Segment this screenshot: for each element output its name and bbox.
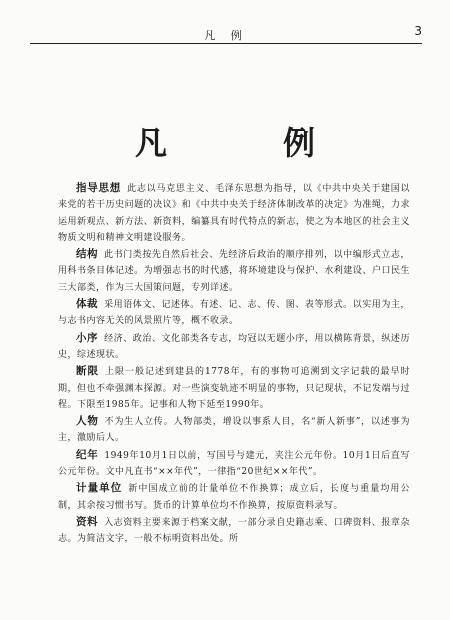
section-preface	[58, 330, 410, 364]
section-structure	[58, 246, 410, 296]
section-guiding-principle	[58, 180, 410, 246]
section-dating	[58, 447, 410, 481]
page-number: 3	[414, 24, 422, 38]
section-text: 此志以马克思主义、毛泽东思想为指导，以《中共中央关于建国以来党的若干历史问题的决议》和《中共中央关于经济体制改革的决定》为准绳，力求运用新观点、新方法、新资料，编纂具有时代特点的新志，使之为本地区的社会主义物质文明和精神文明建设服务。	[58, 184, 410, 243]
section-term: 纪年	[76, 448, 99, 461]
body-text	[58, 180, 410, 548]
section-sources	[58, 514, 410, 548]
running-header	[30, 22, 422, 42]
section-term: 体裁	[76, 298, 99, 311]
section-text: 经济、政治、文化部类各专志，均冠以无题小序，用以横陈背景，纵述历史，综述现状。	[58, 333, 410, 360]
section-text: 采用语体文、记述体。有述、记、志、传、图、表等形式。以实用为主，与志书内容无关的风景照片等，概不收录。	[58, 300, 410, 327]
section-text: 新中国成立前的计量单位不作换算；成立后，长度与重量均用公制，其余按习惯书写。货币的计算单位均不作换算，按原资料录写。	[58, 484, 410, 511]
section-style	[58, 296, 410, 330]
running-title: 凡 例	[204, 29, 248, 42]
section-text: 入志资料主要来源于档案文献，一部分录自史籍志乘、口碑资料、报章杂志。为简洁文字，一般不标明资料出处。所	[58, 517, 410, 545]
section-text: 不为生人立传。人物部类，增设以事系人目，名“新人新事”，以述事为主，激励后人。	[58, 417, 410, 444]
section-term: 人物	[76, 415, 99, 428]
section-text: 上限一般记述到建县的1778年，有的事物可追溯到文字记载的最早时期，但也不牵强渊本探源。对一些演变轨迹不明显的事物，只记现状，不记发端与过程。下限至1985年。记事和人物下延至1990年。	[58, 367, 411, 410]
section-time-limits	[58, 363, 410, 413]
section-term: 资料	[76, 515, 99, 528]
section-term: 结构	[76, 248, 99, 261]
page-title: 凡 例	[134, 124, 357, 162]
header-rule	[30, 43, 422, 44]
section-units	[58, 480, 410, 514]
section-term: 指导思想	[76, 182, 122, 194]
section-text: 此书门类按先自然后社会、先经济后政治的顺序排列，以中编形式立志，用科书条目体记述。为增强志书的时代感，将环境建设与保护、水利建设、户口民生三大部类，作为三大国策问题，专列详述。	[58, 250, 410, 293]
section-term: 计量单位	[76, 482, 123, 495]
section-term: 断限	[76, 365, 100, 378]
section-people	[58, 413, 410, 447]
section-term: 小序	[76, 331, 99, 344]
section-text: 1949年10月1日以前，写国号与建元，夹注公元年份。10月1日后直写公元年份。文中凡直书“××年代”，一律指“20世纪××年代”。	[58, 450, 411, 478]
